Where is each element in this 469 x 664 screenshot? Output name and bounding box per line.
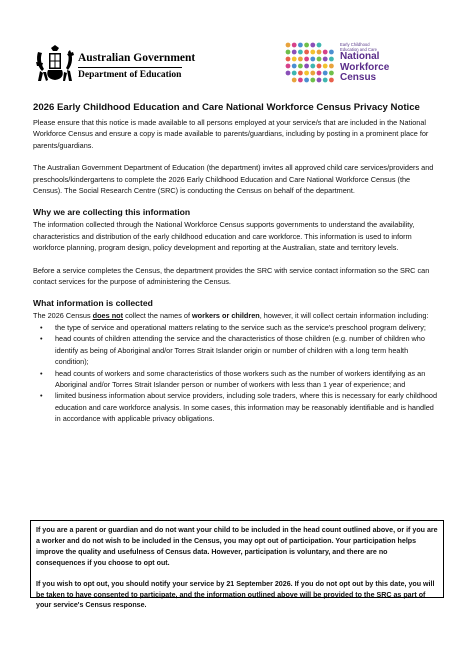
dot-grid-icon (284, 41, 336, 85)
opt-out-paragraph-1: If you are a parent or guardian and do not want your child to be included in the head count outlined above, or if you are a worker and do not wish to be included in the Census, you may opt out of participation. Your participation helps improve the quality and usefulness of Census data. However, participation is voluntary, and there are no consequences if you choose to opt out. (36, 526, 438, 567)
logo-dot (298, 64, 303, 69)
logo-dot (317, 50, 322, 55)
logo-dot (292, 71, 297, 76)
intro-paragraph-2: The Australian Government Department of Education (the department) invites all approved child care services/providers and preschools/kindergartens to complete the 2026 Early Childhood Education and Care National Workforce Census (the Census). The Social Research Centre (SRC) is conducting the Census on behalf of the department. (33, 163, 434, 196)
logo-dot (286, 71, 291, 76)
government-wordmark (78, 52, 195, 81)
logo-dot (329, 64, 334, 69)
logo-dot (329, 71, 334, 76)
logo-dot (298, 57, 303, 62)
logo-dot (317, 43, 322, 48)
section-heading-what: What information is collected (33, 298, 153, 309)
logo-dot (292, 43, 297, 48)
logo-dot (310, 64, 315, 69)
logo-dot (298, 50, 303, 55)
logo-dot (286, 57, 291, 62)
logo-dot (310, 71, 315, 76)
logo-dot (292, 57, 297, 62)
logo-dot (304, 71, 309, 76)
logo-dot (298, 71, 303, 76)
census-wordmark (340, 42, 389, 84)
logo-dot (329, 57, 334, 62)
logo-dot (310, 57, 315, 62)
list-item: • head counts of children attending the service and the characteristics of those children (e.g. number of children who identify as being of Aboriginal and/or Torres Strait Islander origin or number of children with a long term health condition); (55, 333, 441, 367)
lead-emphasis-workers: workers or children (192, 311, 260, 321)
coat-of-arms-icon (34, 44, 76, 84)
logo-dot (298, 43, 303, 48)
logo-dot (317, 78, 322, 83)
logo-dot (304, 50, 309, 55)
logo-dot (323, 71, 328, 76)
census-small-line-1: Early Childhood (340, 42, 370, 47)
list-item: • head counts of workers and some characteristics of those workers such as the number of workers identifying as an Aboriginal and/or Torres Strait Islander person or number of workers with less than 1 year of experience; and (55, 368, 441, 391)
list-item: • the type of service and operational matters relating to the service such as the service's preschool program delivery; (55, 322, 441, 333)
wordmark-divider (78, 67, 182, 68)
opt-out-notice-box (30, 520, 444, 610)
why-paragraph-1: The information collected through the National Workforce Census supports governments to understand the availability, characteristics and distribution of the early childhood education and care workforce. This information is used to inform workforce planning, program design, policy development and reporting at the Australian, state and territory levels. (33, 220, 415, 253)
opt-out-paragraph-2: If you wish to opt out, you should notify your service by 21 September 2026. If you do not opt out by this date, you will be taken to have consented to participate, and the information outlined above will be provided to the SRC as part of your service's Census response. (36, 579, 435, 610)
census-small-line-2: Education and Care (340, 47, 378, 52)
lead-text-a: The 2026 Census (33, 311, 93, 321)
logo-dot (323, 64, 328, 69)
intro-paragraph-1: Please ensure that this notice is made available to all persons employed at your service/s that are included in the National Workforce Census and ensure a copy is made available to parents/guardians, including by posting in a prominent place for parents/guardians. (33, 118, 429, 150)
census-line-2: Workforce (340, 61, 390, 73)
lead-text-c: collect the names of (123, 311, 192, 321)
logo-dot (304, 43, 309, 48)
section-heading-why: Why we are collecting this information (33, 207, 191, 218)
list-item: • limited business information about service providers, including sole traders, where this is necessary for early childhood education and care workforce analysis. In some cases, this information may be reasonably identifiable and is handled in accordance with applicable privacy obligations. (55, 390, 441, 424)
national-workforce-census-logo (284, 41, 434, 87)
lead-emphasis-does-not: does not (92, 311, 124, 321)
logo-dot (304, 78, 309, 83)
logo-dot (292, 64, 297, 69)
census-line-3: Census (340, 72, 377, 83)
logo-dot (292, 78, 297, 83)
australian-government-logo (34, 44, 196, 84)
document-body (33, 102, 441, 425)
logo-dot (286, 43, 291, 48)
logo-dot (329, 50, 334, 55)
what-lead-paragraph (33, 310, 441, 321)
why-paragraph-2: Before a service completes the Census, the department provides the SRC with service contact information so the SRC can contact services for the purpose of administering the Census. (33, 265, 430, 287)
logo-dot (317, 57, 322, 62)
logo-dot (310, 50, 315, 55)
lead-text-e: , however, it will collect certain information including: (259, 311, 429, 321)
logo-dot (304, 64, 309, 69)
logo-dot (292, 50, 297, 55)
logo-dot (286, 64, 291, 69)
logo-dot (310, 78, 315, 83)
department-name: Department of Education (78, 70, 182, 80)
logo-dot (323, 78, 328, 83)
logo-dot (323, 57, 328, 62)
logo-dot (317, 64, 322, 69)
logo-dot (286, 50, 291, 55)
information-list (33, 322, 441, 425)
logo-dot (317, 71, 322, 76)
logo-dot (310, 43, 315, 48)
logo-dot (298, 78, 303, 83)
logo-dot (329, 78, 334, 83)
logo-dot (323, 50, 328, 55)
document-header (0, 0, 469, 95)
government-name: Australian Government (78, 52, 196, 64)
logo-dot (304, 57, 309, 62)
census-line-1: National (340, 51, 380, 62)
page-title: 2026 Early Childhood Education and Care National Workforce Census Privacy Notice (33, 102, 420, 113)
